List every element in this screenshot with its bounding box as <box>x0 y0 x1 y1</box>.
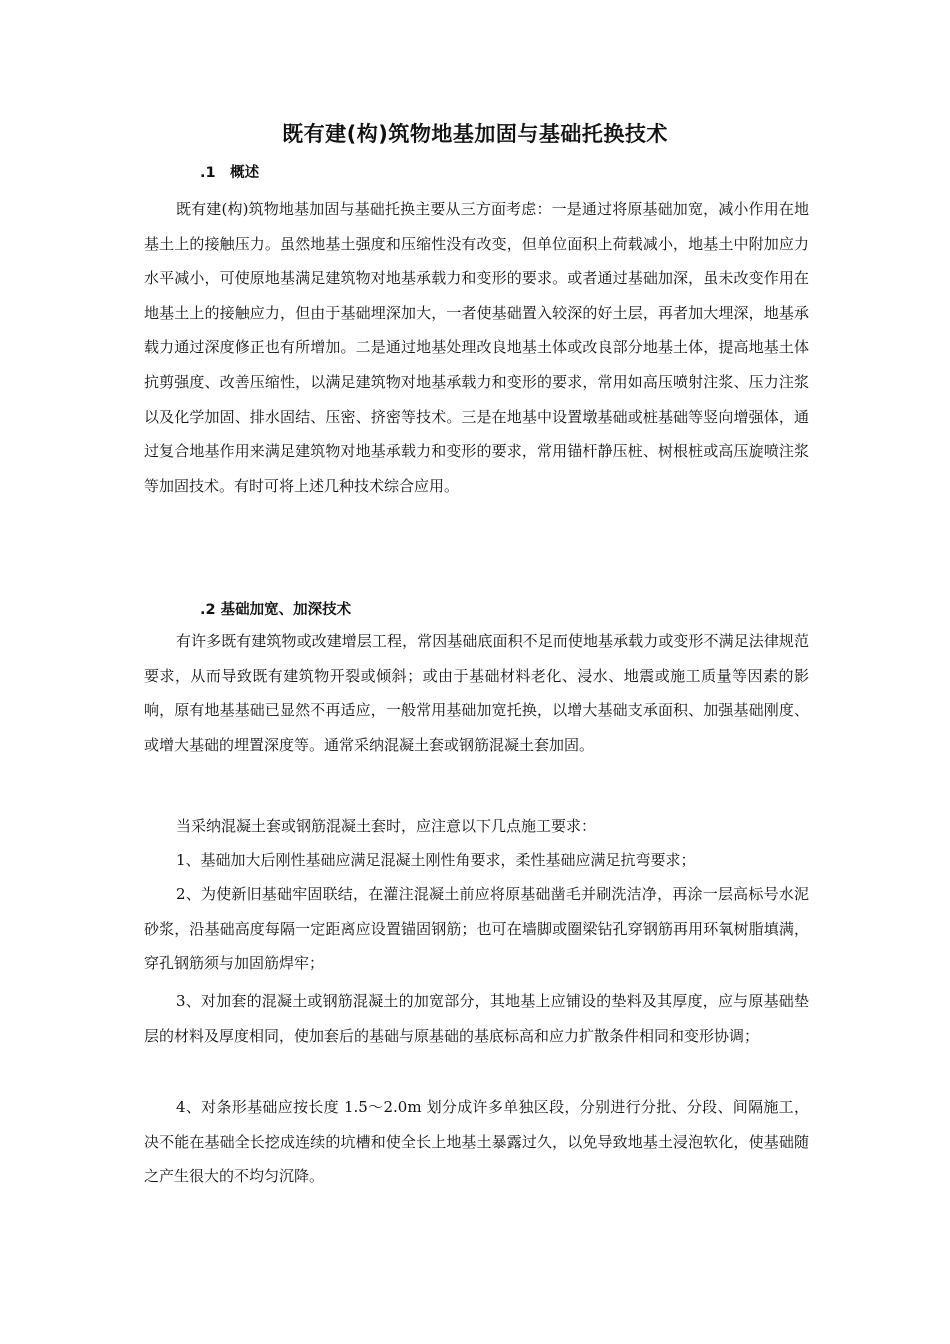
paragraph-requirement-4: 4、对条形基础应按长度 1.5～2.0m 划分成许多单独区段，分别进行分批、分段、间隔施工，决不能在基础全长挖成连续的坑槽和使全长上地基土暴露过久，以免导致地基土浸泡软化，使基础随之产生很大的不均匀沉降。 <box>144 1098 809 1186</box>
paragraph-widening-intro: 有许多既有建筑物或改建增层工程，常因基础底面积不足而使地基承载力或变形不满足法律规范要求，从而导致既有建筑物开裂或倾斜；或由于基础材料老化、浸水、地震或施工质量等因素的影响，原有地基基础已显然不再适应，一般常用基础加宽托换，以增大基础支承面积、加强基础刚度、或增大基础的埋置深度等。通常采纳混凝土套或钢筋混凝土套加固。 <box>144 632 809 754</box>
section-heading-widening: .2 基础加宽、加深技术 <box>200 602 352 618</box>
paragraph-requirement-2: 2、为使新旧基础牢固联结，在灌注混凝土前应将原基础凿毛并刷洗洁净，再涂一层高标号水泥砂浆，沿基础高度每隔一定距离应设置锚固钢筋；也可在墙脚或圈梁钻孔穿钢筋再用环氧树脂填满，穿孔钢筋须与加固筋焊牢； <box>144 885 809 973</box>
paragraph-requirement-1: 1、基础加大后刚性基础应满足混凝土刚性角要求，柔性基础应满足抗弯要求； <box>176 851 696 869</box>
paragraph-requirements-intro: 当采纳混凝土套或钢筋混凝土套时，应注意以下几点施工要求： <box>176 817 597 835</box>
document-title: 既有建(构)筑物地基加固与基础托换技术 <box>282 122 668 146</box>
section-heading-overview: .1 概述 <box>200 165 260 181</box>
paragraph-overview: 既有建(构)筑物地基加固与基础托换主要从三方面考虑：一是通过将原基础加宽，减小作用在地基土上的接触压力。虽然地基土强度和压缩性没有改变，但单位面积上荷载减小，地基土中附加应力水平减小，可使原地基满足建筑物对地基承载力和变形的要求。或者通过基础加深，虽未改变作用在地基土上的接触应力，但由于基础埋深加大，一者使基础置入较深的好土层，再者加大埋深，地基承载力通过深度修正也有所增加。二是通过地基处理改良地基土体或改良部分地基土体，提高地基土体抗剪强度、改善压缩性，以满足建筑物对地基承载力和变形的要求，常用如高压喷射注浆、压力注浆以及化学加固、排水固结、压密、挤密等技术。三是在地基中设置墩基础或桩基础等竖向增强体，通过复合地基作用来满足建筑物对地基承载力和变形的要求，常用锚杆静压桩、树根桩或高压旋喷注浆等加固技术。有时可将上述几种技术综合应用。 <box>144 200 809 495</box>
paragraph-requirement-3: 3、对加套的混凝土或钢筋混凝土的加宽部分，其地基上应铺设的垫料及其厚度，应与原基础垫层的材料及厚度相同，使加套后的基础与原基础的基底标高和应力扩散条件相同和变形协调； <box>144 992 809 1045</box>
